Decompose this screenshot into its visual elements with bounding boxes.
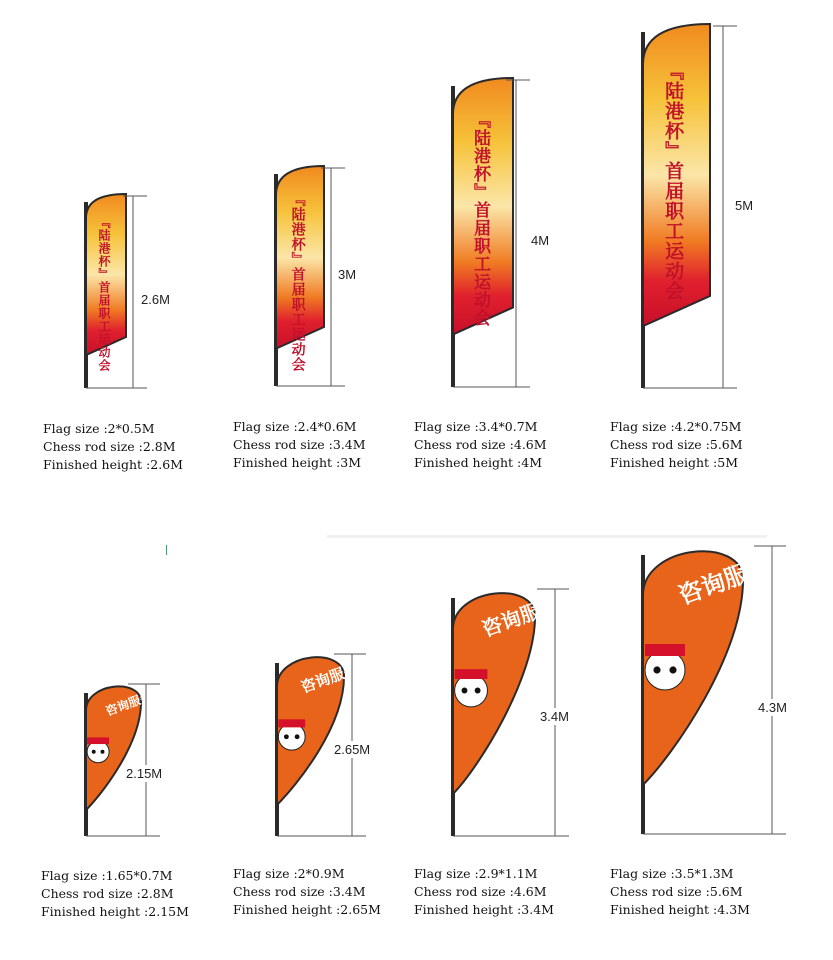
background-divider <box>327 535 767 538</box>
flag-size: Flag size :2*0.5M <box>43 421 155 436</box>
feather-flag-title: 『陆港杯』首届职工运动会 <box>470 111 490 327</box>
rod-size: Chess rod size :3.4M <box>233 884 366 899</box>
feather-height-label-2: 3M <box>338 267 357 282</box>
mascot-eye-icon <box>295 734 300 739</box>
feather-flag-2 <box>274 166 345 386</box>
finished-height: Finished height :3M <box>233 455 362 470</box>
mascot-eye-icon <box>462 688 468 694</box>
teardrop-flag-title: 咨询服务 <box>298 659 362 697</box>
teardrop-flag-title: 咨询服务 <box>478 591 563 642</box>
rod-size: Chess rod size :5.6M <box>610 884 743 899</box>
mascot-hat-icon <box>278 719 305 727</box>
teardrop-flag-1 <box>84 684 163 836</box>
feather-specs-2 <box>233 418 366 472</box>
rod-size: Chess rod size :2.8M <box>43 439 176 454</box>
finished-height: Finished height :2.15M <box>41 904 189 919</box>
rod-size: Chess rod size :2.8M <box>41 886 174 901</box>
finished-height: Finished height :2.65M <box>233 902 381 917</box>
mascot-hat-icon <box>645 644 685 656</box>
teardrop-specs-4 <box>610 865 750 919</box>
stray-mark <box>166 545 167 555</box>
feather-height-label-1: 2.6M <box>141 292 170 307</box>
flag-size: Flag size :3.4*0.7M <box>414 419 538 434</box>
feather-flag-4 <box>641 24 737 388</box>
feather-specs-3 <box>414 418 547 472</box>
flag-size: Flag size :2.9*1.1M <box>414 866 538 881</box>
feather-height-label-4: 5M <box>735 198 754 213</box>
flag-size: Flag size :2*0.9M <box>233 866 345 881</box>
finished-height: Finished height :4M <box>414 455 543 470</box>
teardrop-height-label-4: 4.3M <box>758 700 787 715</box>
feather-specs-4 <box>610 418 743 472</box>
teardrop-height-label-3: 3.4M <box>540 709 569 724</box>
teardrop-height-label-2: 2.65M <box>334 742 371 757</box>
teardrop-flag-4 <box>641 546 786 834</box>
finished-height: Finished height :4.3M <box>610 902 750 917</box>
feather-flag-1 <box>84 194 147 388</box>
feather-flag-3 <box>451 78 530 387</box>
teardrop-height-label-1: 2.15M <box>126 766 163 781</box>
mascot-eye-icon <box>669 666 676 673</box>
feather-flag-title: 『陆港杯』首届职工运动会 <box>662 60 685 301</box>
rod-size: Chess rod size :4.6M <box>414 884 547 899</box>
rod-size: Chess rod size :5.6M <box>610 437 743 452</box>
flag-size: Flag size :3.5*1.3M <box>610 866 734 881</box>
flag-size: Flag size :4.2*0.75M <box>610 419 742 434</box>
feather-height-label-3: 4M <box>531 233 550 248</box>
flag-size: Flag size :2.4*0.6M <box>233 419 357 434</box>
teardrop-specs-2 <box>233 865 381 919</box>
mascot-hat-icon <box>87 737 109 744</box>
teardrop-specs-1 <box>41 867 189 921</box>
rod-size: Chess rod size :4.6M <box>414 437 547 452</box>
mascot-eye-icon <box>101 750 105 754</box>
feather-specs-1 <box>43 420 183 474</box>
feather-flag-title: 『陆港杯』首届职工运动会 <box>289 192 306 373</box>
feather-flag-title: 『陆港杯』首届职工运动会 <box>97 216 111 372</box>
finished-height: Finished height :2.6M <box>43 457 183 472</box>
teardrop-flag-title: 咨询服务 <box>103 688 154 719</box>
teardrop-flag-title: 咨询服务 <box>674 551 775 611</box>
finished-height: Finished height :3.4M <box>414 902 554 917</box>
mascot-hat-icon <box>455 669 488 679</box>
flag-size: Flag size :1.65*0.7M <box>41 868 173 883</box>
finished-height: Finished height :5M <box>610 455 739 470</box>
teardrop-specs-3 <box>414 865 554 919</box>
mascot-eye-icon <box>92 750 96 754</box>
mascot-eye-icon <box>284 734 289 739</box>
mascot-eye-icon <box>653 666 660 673</box>
mascot-eye-icon <box>475 688 481 694</box>
rod-size: Chess rod size :3.4M <box>233 437 366 452</box>
